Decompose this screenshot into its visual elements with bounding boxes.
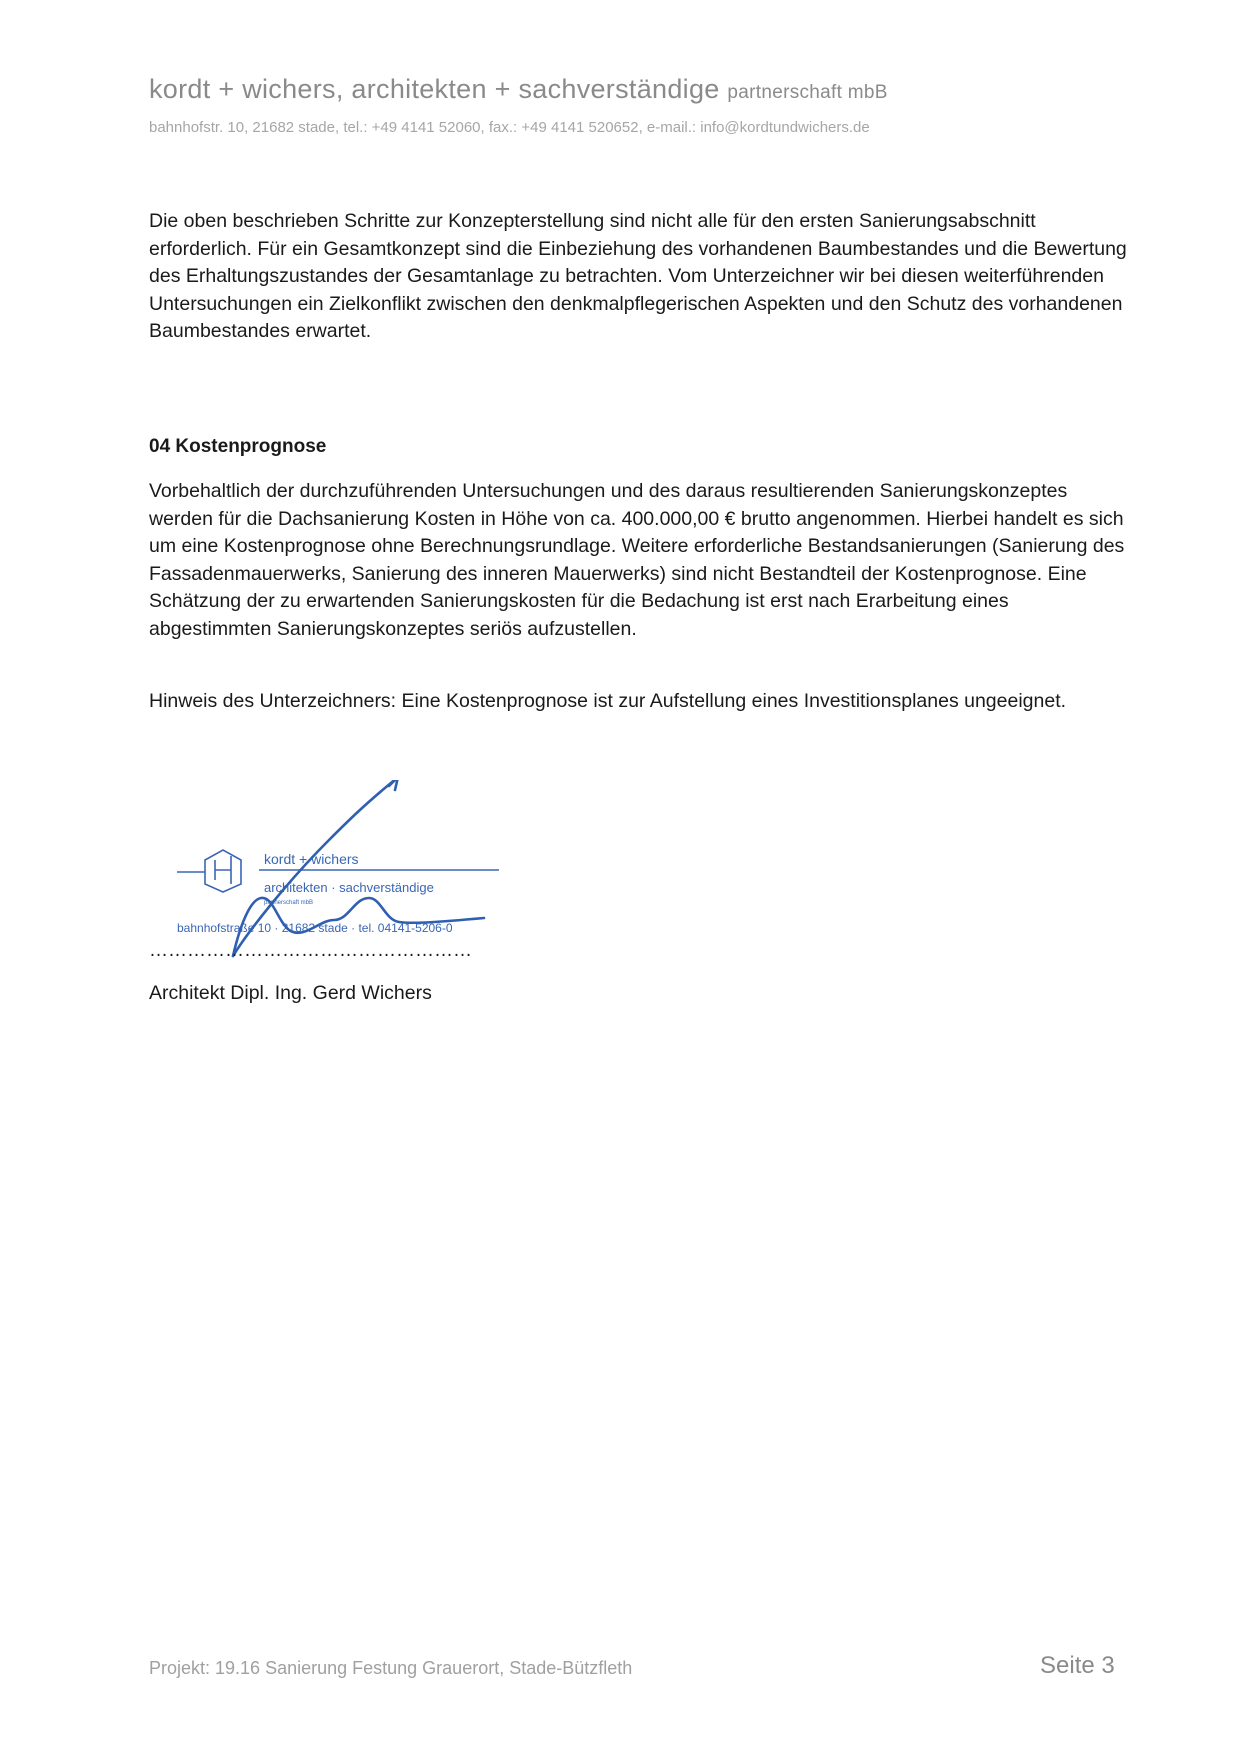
signer-name: Architekt Dipl. Ing. Gerd Wichers <box>149 982 432 1004</box>
stamp-and-signature <box>149 780 529 960</box>
stamp-line-4: bahnhofstraße 10 · 21682 stade · tel. 04141-5206-0 <box>177 921 453 935</box>
paragraph-2: Vorbehaltlich der durchzuführenden Untersuchungen und des daraus resultierenden Sanierungskonzeptes werden für die Dachsanierung Kosten in Höhe von ca. 400.000,00 € brutto angenommen. Hierbei handelt es sich um eine Kostenprognose ohne Berechnungsrundlage. Weitere erforderliche Bestandsanierungen (Sanierung des Fassadenmauerwerks, Sanierung des inneren Mauerwerks) sind nicht Bestandteil der Kostenprognose. Eine Schätzung der zu erwartenden Sanierungskosten für die Bedachung ist erst nach Erarbeitung eines abgestimmten Sanierungskonzeptes seriös aufzustellen. <box>149 480 1125 640</box>
note-section <box>149 688 1129 716</box>
signature-dotted-line: …………………………………………… <box>149 940 472 961</box>
stamp-line-2: architekten · sachverständige <box>264 880 434 895</box>
paragraph-3: Hinweis des Unterzeichners: Eine Kostenprognose ist zur Aufstellung eines Investitionsplanes ungeeignet. <box>149 690 1067 712</box>
footer-project: Projekt: 19.16 Sanierung Festung Grauerort, Stade-Bützfleth <box>149 1658 633 1678</box>
paragraph-1: Die oben beschrieben Schritte zur Konzepterstellung sind nicht alle für den ersten Sanierungsabschnitt erforderlich. Für ein Gesamtkonzept sind die Einbeziehung des vorhandenen Baumbestandes und die Bewertung des Erhaltungszustandes der Gesamtanlage zu betrachten. Vom Unterzeichner wir bei diesen weiterführenden Untersuchungen ein Zielkonflikt zwischen den denkmalpflegerischen Aspekten und den Schutz des vorhandenen Baumbestandes erwartet. <box>149 210 1127 342</box>
letterhead-title <box>149 74 1149 105</box>
cost-section <box>149 478 1129 643</box>
firm-name: kordt + wichers, architekten + sachverständige <box>149 74 720 104</box>
firm-suffix: partnerschaft mbB <box>727 82 888 103</box>
intro-section <box>149 208 1129 346</box>
section-heading: 04 Kostenprognose <box>149 436 327 457</box>
letterhead-address: bahnhofstr. 10, 21682 stade, tel.: +49 4141 52060, fax.: +49 4141 520652, e-mail.: info@kordtundwichers.de <box>149 119 870 136</box>
footer-page-number: Seite 3 <box>1040 1652 1115 1679</box>
signature-block <box>149 780 529 970</box>
letterhead <box>149 74 1149 136</box>
stamp-line-3: partnerschaft mbB <box>264 900 314 906</box>
stamp-line-1: kordt + wichers <box>264 851 359 867</box>
